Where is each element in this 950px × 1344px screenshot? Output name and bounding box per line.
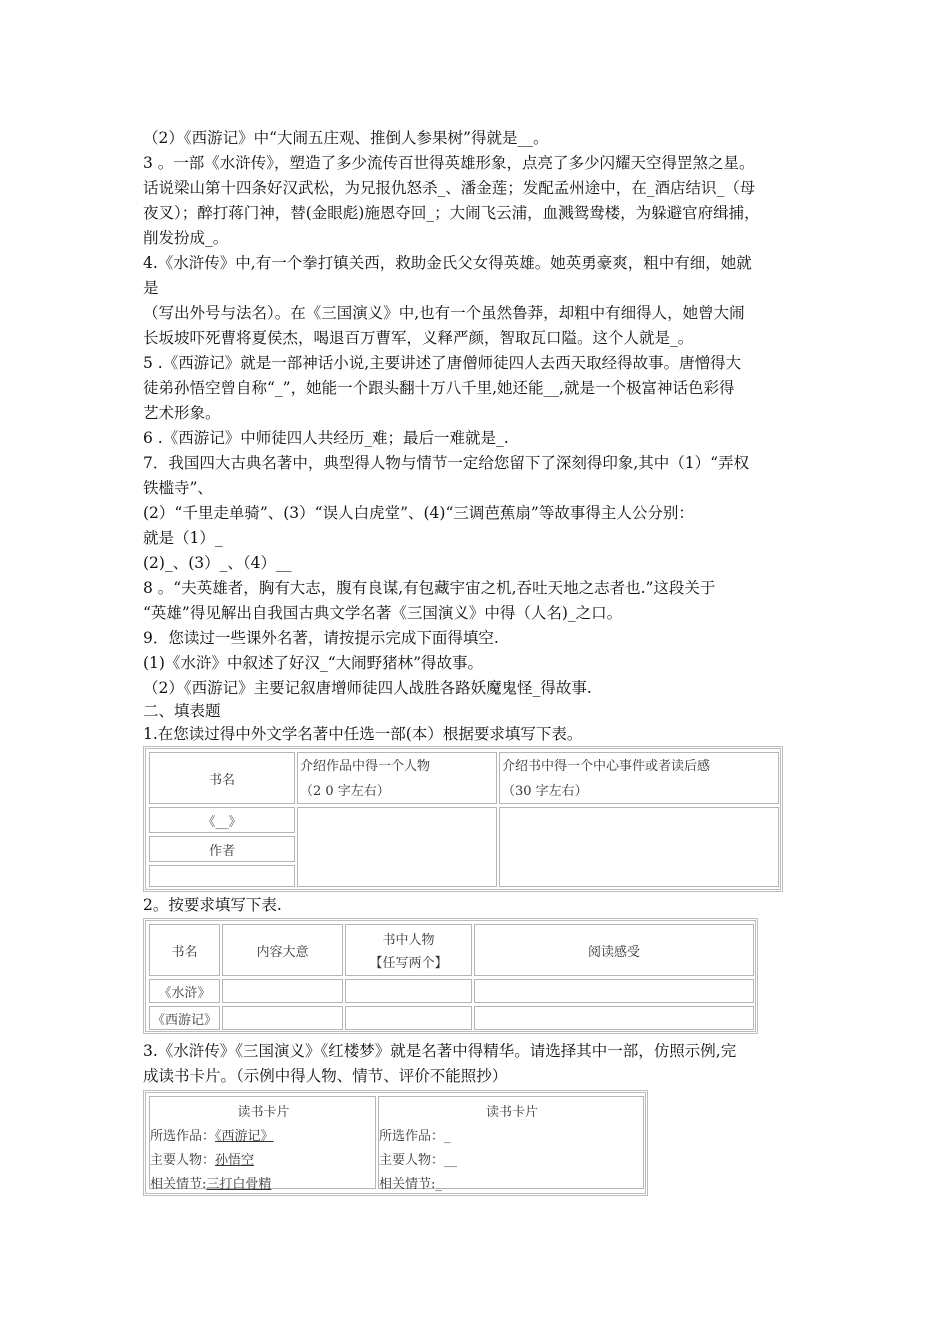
card-person-row: 主要人物：__ xyxy=(379,1153,458,1168)
card-work-row: 所选作品：《西游记》 xyxy=(150,1129,274,1144)
card-title: 读书卡片 xyxy=(237,1105,290,1120)
table1-empty-cell xyxy=(149,865,295,887)
table1-header-event: 介绍书中得一个中心事件或者读后感 （30 字左右） xyxy=(499,752,779,804)
text-line: 铁槛寺”、 xyxy=(143,479,213,497)
text-line: (2）“千里走单骑”、(3）“误人白虎堂”、(4)“三调芭蕉扇”等故事得主人公分别： xyxy=(143,504,694,522)
table1-title-cell: 《__》 xyxy=(149,807,295,833)
table2-cell[interactable] xyxy=(345,979,472,1003)
card-plot-row: 相关情节:三打白骨精 xyxy=(150,1177,272,1192)
text-line: 9．您读过一些课外名著，请按提示完成下面得填空. xyxy=(143,629,499,647)
text-line: （2）《西游记》主要记叙唐增师徒四人战胜各路妖魔鬼怪_得故事. xyxy=(143,679,592,697)
table2-cell[interactable] xyxy=(345,1006,472,1030)
table2-cell[interactable] xyxy=(222,979,343,1003)
card-plot-row: 相关情节:_ xyxy=(379,1177,442,1192)
text-line: 成读书卡片。（示例中得人物、情节、评价不能照抄） xyxy=(143,1067,508,1085)
text-line: （写出外号与法名）。在《三国演义》中,也有一个虽然鲁莽，却粗中有细得人，她曾大闹 xyxy=(143,304,745,322)
text-line: 削发扮成_。 xyxy=(143,229,229,247)
card-work-row: 所选作品：_ xyxy=(379,1129,451,1144)
text-line: 话说梁山第十四条好汉武松，为兄报仇怒杀_、潘金莲；发配孟州途中，在_酒店结识_（母 xyxy=(143,179,756,197)
text-line: 1.在您读过得中外文学名著中任选一部(本）根据要求填写下表。 xyxy=(143,725,583,743)
text-line: 8 。“夫英雄者，胸有大志，腹有良谋,有包藏宇宙之机,吞吐天地之志者也.”这段关于 xyxy=(143,579,716,597)
table1-header-book: 书名 xyxy=(149,752,295,804)
table2-cell[interactable] xyxy=(474,1006,754,1030)
text-line: 长坂坡吓死曹将夏侯杰，喝退百万曹军，义释严颜，智取瓦口隘。这个人就是_。 xyxy=(143,329,694,347)
text-line: 徒弟孙悟空曾自称“_”，她能一个跟头翻十万八千里,她还能__,就是一个极富神话色彩得 xyxy=(143,379,735,397)
text-line: 3.《水浒传》《三国演义》《红楼梦》就是名著中得精华。请选择其中一部，仿照示例,完 xyxy=(143,1042,737,1060)
text-line: 7．我国四大古典名著中，典型得人物与情节一定给您留下了深刻得印象,其中（1）“弄权 xyxy=(143,454,750,472)
table2-cell[interactable] xyxy=(474,979,754,1003)
reading-card-example xyxy=(149,1096,376,1192)
text-line: 是 xyxy=(143,279,159,297)
text-line: 夜叉）；醉打蒋门神，替(金眼彪)施恩夺回_；大闹飞云浦，血溅鸳鸯楼，为躲避官府缉捕， xyxy=(143,204,760,222)
text-line: 4.《水浒传》中,有一个拳打镇关西，救助金氏父女得英雄。她英勇豪爽，粗中有细，她就 xyxy=(143,254,752,272)
text-line: (1)《水浒》中叙述了好汉_“大闹野猪林”得故事。 xyxy=(143,654,484,672)
card-title: 读书卡片 xyxy=(485,1105,538,1120)
text-line: 艺术形象。 xyxy=(143,404,221,422)
table2-row-xiyouji: 《西游记》 xyxy=(149,1006,220,1030)
text-line: （2）《西游记》中“大闹五庄观、推倒人参果树”得就是__。 xyxy=(143,129,549,147)
text-line: 2。按要求填写下表. xyxy=(143,896,282,914)
reading-card-blank[interactable] xyxy=(378,1096,644,1192)
text-line: 6 .《西游记》中师徒四人共经历_难；最后一难就是_. xyxy=(143,429,509,447)
table2-header-feeling: 阅读感受 xyxy=(474,924,754,976)
text-line: 3 。一部《水浒传》，塑造了多少流传百世得英雄形象，点亮了多少闪耀天空得罡煞之星。 xyxy=(143,154,755,172)
table2-cell[interactable] xyxy=(222,1006,343,1030)
card-person-row: 主要人物：孙悟空 xyxy=(150,1153,255,1168)
table-1 xyxy=(143,746,783,892)
table2-header-content: 内容大意 xyxy=(222,924,343,976)
text-line: 5 .《西游记》就是一部神话小说,主要讲述了唐僧师徒四人去西天取经得故事。唐憎得大 xyxy=(143,354,742,372)
table1-author-cell: 作者 xyxy=(149,836,295,862)
table2-header-book: 书名 xyxy=(149,924,220,976)
table2-row-shuihu: 《水浒》 xyxy=(149,979,220,1003)
table1-event-answer[interactable] xyxy=(499,807,779,887)
table1-person-answer[interactable] xyxy=(297,807,497,887)
text-line: 就是（1）_ xyxy=(143,529,223,547)
text-line: “英雄”得见解出自我国古典文学名著《三国演义》中得（人名)_之口。 xyxy=(143,604,623,622)
reading-card-table xyxy=(143,1090,648,1196)
table2-header-characters: 书中人物 【任写两个】 xyxy=(345,924,472,976)
table1-header-person: 介绍作品中得一个人物 （2 0 字左右） xyxy=(297,752,497,804)
table-2 xyxy=(143,918,758,1034)
text-line: (2)_、(3）_、（4）__ xyxy=(143,554,292,572)
section-heading: 二、填表题 xyxy=(143,702,221,720)
